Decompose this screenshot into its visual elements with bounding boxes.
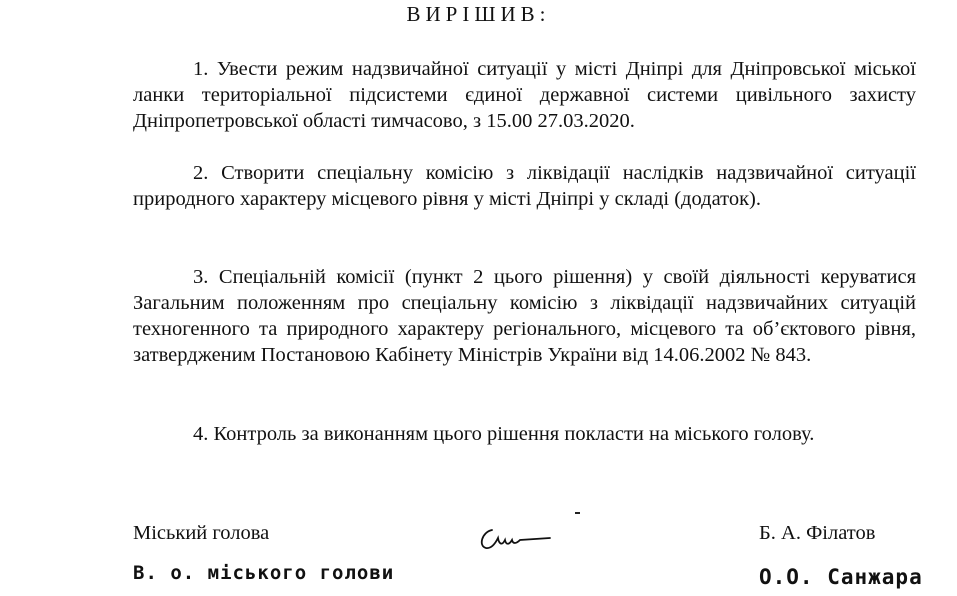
- ink-dot: [575, 512, 580, 514]
- paragraph-2: 2. Створити спеціальну комісію з ліквідації наслідків надзвичайної ситуації природного характеру місцевого рівня у місті Дніпрі у складі (додаток).: [133, 162, 916, 210]
- handwritten-signature: [472, 518, 552, 558]
- paragraph-4: 4. Контроль за виконанням цього рішення покласти на міського голову.: [193, 423, 815, 445]
- mayor-name: Б. А. Філатов: [759, 522, 876, 544]
- acting-mayor-name-stamp: О.О. Санжара: [759, 565, 923, 589]
- acting-mayor-stamp: В. о. міського голови: [133, 562, 395, 584]
- paragraph-3: 3. Спеціальній комісії (пункт 2 цього рішення) у своїй діяльності керуватися Загальним положенням про спеціальну комісію з ліквідації надзвичайних ситуацій техногенного та природного характеру регіонального, місцевого та об’єктового рівня, затвердженим Постановою Кабінету Міністрів України від 14.06.2002 № 843.: [133, 266, 916, 366]
- paragraph-1: 1. Увести режим надзвичайної ситуації у місті Дніпрі для Дніпровської міської ланки територіальної підсистеми єдиної державної системи цивільного захисту Дніпропетровської області тимчасово, з 15.00 27.03.2020.: [133, 58, 916, 132]
- mayor-title: Міський голова: [133, 522, 270, 544]
- decision-heading: ВИРІШИВ:: [406, 2, 551, 26]
